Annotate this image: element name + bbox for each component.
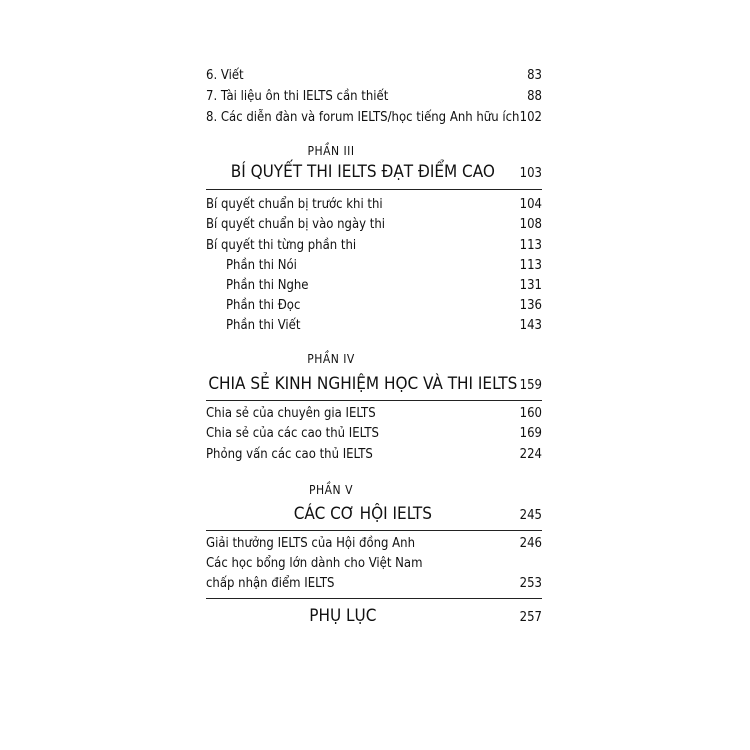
toc-item-label: chấp nhận điểm IELTS: [206, 576, 335, 591]
part-title-page: 103: [519, 166, 542, 181]
toc-subitem-page: 143: [519, 318, 542, 333]
toc-item: [206, 217, 542, 233]
part-title-text: CÁC CƠ HỘI IELTS: [293, 504, 432, 524]
toc-item: [206, 68, 542, 84]
toc-item: [206, 238, 542, 254]
toc-item: [206, 576, 542, 592]
toc-item: [206, 426, 542, 442]
toc-item: [206, 406, 542, 422]
part-label: PHẦN IV: [307, 352, 355, 366]
toc-item-label: 8. Các diễn đàn và forum IELTS/học tiếng Anh hữu ích: [206, 110, 520, 125]
toc-item-label: 7. Tài liệu ôn thi IELTS cần thiết: [206, 89, 389, 104]
toc-item-label: Bí quyết thi từng phần thi: [206, 238, 357, 253]
divider: [206, 189, 542, 190]
toc-item-page: 88: [527, 89, 542, 104]
toc-item-page: 160: [519, 406, 542, 421]
toc-item: [206, 536, 542, 552]
toc-subitem-page: 136: [519, 298, 542, 313]
appendix-page: 257: [519, 610, 542, 625]
toc-item-label: Bí quyết chuẩn bị vào ngày thi: [206, 217, 386, 232]
part-title: [206, 162, 542, 182]
toc-subitem-page: 131: [519, 278, 542, 293]
divider: [206, 530, 542, 531]
appendix-title: [206, 606, 542, 626]
toc-item-page: 102: [519, 110, 542, 125]
toc-item: [206, 556, 542, 572]
toc-subitem-label: Phần thi Nói: [226, 258, 297, 273]
toc-item-label: Chia sẻ của các cao thủ IELTS: [206, 426, 379, 441]
toc-item-label: Phỏng vấn các cao thủ IELTS: [206, 447, 373, 462]
toc-item-label: Giải thưởng IELTS của Hội đồng Anh: [206, 536, 416, 551]
toc-item-page: 169: [519, 426, 542, 441]
toc-item-page: 253: [519, 576, 542, 591]
toc-subitem: [226, 258, 542, 274]
toc-item-page: 83: [527, 68, 542, 83]
toc-item-label: Bí quyết chuẩn bị trước khi thi: [206, 197, 383, 212]
toc-item: [206, 197, 542, 213]
toc-subitem-label: Phần thi Đọc: [226, 298, 301, 313]
toc-item-page: 104: [519, 197, 542, 212]
toc-subitem: [226, 318, 542, 334]
toc-subitem-label: Phần thi Viết: [226, 318, 301, 333]
part-title: [206, 504, 542, 524]
toc-subitem: [226, 278, 542, 294]
toc-subitem: [226, 298, 542, 314]
part-label: PHẦN III: [307, 144, 355, 158]
part-title-page: 159: [519, 378, 542, 393]
toc-item-page: 108: [519, 217, 542, 232]
part-title-text: BÍ QUYẾT THI IELTS ĐẠT ĐIỂM CAO: [230, 162, 495, 182]
toc-item-label: Các học bổng lớn dành cho Việt Nam: [206, 556, 423, 571]
part-label: PHẦN V: [309, 483, 353, 497]
toc-item-page: 246: [519, 536, 542, 551]
toc-item-label: 6. Viết: [206, 68, 244, 83]
toc-subitem-page: 113: [519, 258, 542, 273]
toc-item-page: 113: [519, 238, 542, 253]
toc-item-page: 224: [519, 447, 542, 462]
toc-subitem-label: Phần thi Nghe: [226, 278, 309, 293]
toc-item-label: Chia sẻ của chuyên gia IELTS: [206, 406, 376, 421]
part-title: [206, 374, 542, 394]
toc-item: [206, 447, 542, 463]
toc-item: [206, 89, 542, 105]
toc-item: [206, 110, 542, 126]
part-title-page: 245: [519, 508, 542, 523]
divider: [206, 400, 542, 401]
appendix-title-text: PHỤ LỤC: [309, 606, 377, 626]
part-title-text: CHIA SẺ KINH NGHIỆM HỌC VÀ THI IELTS: [208, 374, 518, 394]
divider: [206, 598, 542, 599]
